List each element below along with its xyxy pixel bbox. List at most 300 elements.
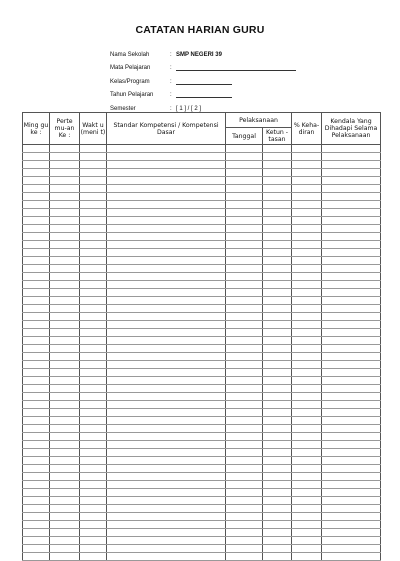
table-cell[interactable] xyxy=(322,369,381,377)
table-cell[interactable] xyxy=(107,425,226,433)
table-cell[interactable] xyxy=(263,241,292,249)
table-cell[interactable] xyxy=(322,417,381,425)
table-cell[interactable] xyxy=(107,545,226,553)
table-cell[interactable] xyxy=(80,409,107,417)
table-cell[interactable] xyxy=(226,553,263,561)
table-cell[interactable] xyxy=(107,249,226,257)
table-cell[interactable] xyxy=(80,401,107,409)
table-cell[interactable] xyxy=(263,553,292,561)
table-cell[interactable] xyxy=(50,145,80,153)
table-cell[interactable] xyxy=(322,161,381,169)
table-cell[interactable] xyxy=(80,513,107,521)
table-cell[interactable] xyxy=(322,481,381,489)
blank-line[interactable] xyxy=(176,91,232,98)
table-cell[interactable] xyxy=(80,177,107,185)
table-cell[interactable] xyxy=(50,153,80,161)
table-cell[interactable] xyxy=(80,161,107,169)
table-cell[interactable] xyxy=(107,529,226,537)
table-cell[interactable] xyxy=(23,425,50,433)
table-cell[interactable] xyxy=(50,313,80,321)
table-cell[interactable] xyxy=(226,369,263,377)
table-cell[interactable] xyxy=(292,505,322,513)
table-cell[interactable] xyxy=(107,465,226,473)
table-cell[interactable] xyxy=(80,353,107,361)
table-cell[interactable] xyxy=(107,169,226,177)
table-cell[interactable] xyxy=(107,385,226,393)
table-cell[interactable] xyxy=(107,145,226,153)
table-cell[interactable] xyxy=(226,465,263,473)
table-cell[interactable] xyxy=(80,457,107,465)
table-cell[interactable] xyxy=(107,361,226,369)
table-cell[interactable] xyxy=(107,273,226,281)
table-cell[interactable] xyxy=(23,201,50,209)
table-cell[interactable] xyxy=(322,497,381,505)
table-cell[interactable] xyxy=(23,177,50,185)
table-cell[interactable] xyxy=(226,345,263,353)
table-cell[interactable] xyxy=(292,521,322,529)
table-cell[interactable] xyxy=(107,177,226,185)
table-cell[interactable] xyxy=(80,481,107,489)
table-cell[interactable] xyxy=(23,225,50,233)
table-cell[interactable] xyxy=(263,497,292,505)
table-cell[interactable] xyxy=(23,433,50,441)
table-cell[interactable] xyxy=(226,145,263,153)
table-cell[interactable] xyxy=(322,473,381,481)
table-cell[interactable] xyxy=(292,217,322,225)
table-cell[interactable] xyxy=(23,289,50,297)
table-cell[interactable] xyxy=(226,377,263,385)
table-cell[interactable] xyxy=(292,329,322,337)
table-cell[interactable] xyxy=(23,361,50,369)
table-cell[interactable] xyxy=(292,257,322,265)
table-cell[interactable] xyxy=(50,265,80,273)
table-cell[interactable] xyxy=(322,313,381,321)
table-cell[interactable] xyxy=(263,321,292,329)
table-cell[interactable] xyxy=(23,257,50,265)
table-cell[interactable] xyxy=(263,265,292,273)
table-cell[interactable] xyxy=(50,449,80,457)
table-cell[interactable] xyxy=(23,465,50,473)
table-cell[interactable] xyxy=(292,281,322,289)
table-cell[interactable] xyxy=(50,177,80,185)
table-cell[interactable] xyxy=(226,505,263,513)
table-cell[interactable] xyxy=(263,201,292,209)
table-cell[interactable] xyxy=(322,409,381,417)
table-cell[interactable] xyxy=(50,457,80,465)
table-cell[interactable] xyxy=(292,449,322,457)
table-cell[interactable] xyxy=(50,161,80,169)
table-cell[interactable] xyxy=(226,449,263,457)
table-cell[interactable] xyxy=(50,529,80,537)
table-cell[interactable] xyxy=(322,433,381,441)
table-cell[interactable] xyxy=(80,281,107,289)
table-cell[interactable] xyxy=(292,465,322,473)
table-cell[interactable] xyxy=(107,449,226,457)
table-cell[interactable] xyxy=(263,433,292,441)
table-cell[interactable] xyxy=(322,153,381,161)
table-cell[interactable] xyxy=(23,409,50,417)
table-cell[interactable] xyxy=(50,345,80,353)
table-cell[interactable] xyxy=(292,377,322,385)
table-cell[interactable] xyxy=(292,185,322,193)
table-cell[interactable] xyxy=(263,153,292,161)
table-cell[interactable] xyxy=(23,169,50,177)
table-cell[interactable] xyxy=(23,153,50,161)
table-cell[interactable] xyxy=(23,297,50,305)
table-cell[interactable] xyxy=(322,537,381,545)
table-cell[interactable] xyxy=(80,505,107,513)
table-cell[interactable] xyxy=(80,305,107,313)
table-cell[interactable] xyxy=(80,489,107,497)
table-cell[interactable] xyxy=(263,481,292,489)
table-cell[interactable] xyxy=(263,329,292,337)
table-cell[interactable] xyxy=(292,529,322,537)
table-cell[interactable] xyxy=(50,441,80,449)
table-cell[interactable] xyxy=(322,425,381,433)
table-cell[interactable] xyxy=(226,225,263,233)
table-cell[interactable] xyxy=(80,265,107,273)
table-cell[interactable] xyxy=(226,153,263,161)
table-cell[interactable] xyxy=(263,417,292,425)
table-cell[interactable] xyxy=(80,425,107,433)
table-cell[interactable] xyxy=(80,473,107,481)
table-cell[interactable] xyxy=(50,521,80,529)
table-cell[interactable] xyxy=(23,353,50,361)
table-cell[interactable] xyxy=(50,537,80,545)
table-cell[interactable] xyxy=(226,417,263,425)
table-cell[interactable] xyxy=(322,281,381,289)
table-cell[interactable] xyxy=(23,497,50,505)
table-cell[interactable] xyxy=(107,441,226,449)
table-cell[interactable] xyxy=(292,193,322,201)
table-cell[interactable] xyxy=(322,329,381,337)
table-cell[interactable] xyxy=(50,225,80,233)
table-cell[interactable] xyxy=(292,417,322,425)
table-cell[interactable] xyxy=(23,385,50,393)
table-cell[interactable] xyxy=(263,273,292,281)
table-cell[interactable] xyxy=(50,401,80,409)
table-cell[interactable] xyxy=(226,265,263,273)
table-cell[interactable] xyxy=(226,489,263,497)
table-cell[interactable] xyxy=(226,321,263,329)
table-cell[interactable] xyxy=(226,241,263,249)
table-cell[interactable] xyxy=(23,209,50,217)
table-cell[interactable] xyxy=(322,241,381,249)
table-cell[interactable] xyxy=(23,377,50,385)
table-cell[interactable] xyxy=(50,353,80,361)
table-cell[interactable] xyxy=(263,169,292,177)
table-cell[interactable] xyxy=(322,233,381,241)
table-cell[interactable] xyxy=(263,257,292,265)
table-cell[interactable] xyxy=(292,145,322,153)
table-cell[interactable] xyxy=(292,297,322,305)
table-cell[interactable] xyxy=(263,377,292,385)
table-cell[interactable] xyxy=(263,401,292,409)
table-cell[interactable] xyxy=(226,161,263,169)
table-cell[interactable] xyxy=(80,185,107,193)
table-cell[interactable] xyxy=(23,489,50,497)
table-cell[interactable] xyxy=(322,465,381,473)
table-cell[interactable] xyxy=(263,345,292,353)
table-cell[interactable] xyxy=(50,305,80,313)
table-cell[interactable] xyxy=(50,241,80,249)
table-cell[interactable] xyxy=(322,553,381,561)
table-cell[interactable] xyxy=(23,481,50,489)
table-cell[interactable] xyxy=(50,281,80,289)
table-cell[interactable] xyxy=(263,297,292,305)
table-cell[interactable] xyxy=(263,521,292,529)
table-cell[interactable] xyxy=(107,345,226,353)
table-cell[interactable] xyxy=(263,177,292,185)
table-cell[interactable] xyxy=(80,553,107,561)
table-cell[interactable] xyxy=(50,369,80,377)
table-cell[interactable] xyxy=(23,545,50,553)
table-cell[interactable] xyxy=(322,345,381,353)
table-cell[interactable] xyxy=(226,217,263,225)
table-cell[interactable] xyxy=(80,209,107,217)
table-cell[interactable] xyxy=(292,537,322,545)
table-cell[interactable] xyxy=(292,345,322,353)
table-cell[interactable] xyxy=(50,273,80,281)
table-cell[interactable] xyxy=(226,545,263,553)
table-cell[interactable] xyxy=(107,489,226,497)
table-cell[interactable] xyxy=(226,401,263,409)
table-cell[interactable] xyxy=(322,521,381,529)
table-cell[interactable] xyxy=(23,249,50,257)
table-cell[interactable] xyxy=(50,337,80,345)
table-cell[interactable] xyxy=(50,425,80,433)
table-cell[interactable] xyxy=(23,145,50,153)
table-cell[interactable] xyxy=(23,401,50,409)
table-cell[interactable] xyxy=(50,465,80,473)
table-cell[interactable] xyxy=(107,481,226,489)
table-cell[interactable] xyxy=(263,425,292,433)
table-cell[interactable] xyxy=(322,545,381,553)
table-cell[interactable] xyxy=(263,225,292,233)
table-cell[interactable] xyxy=(50,297,80,305)
table-cell[interactable] xyxy=(107,337,226,345)
table-cell[interactable] xyxy=(50,169,80,177)
table-cell[interactable] xyxy=(226,177,263,185)
table-cell[interactable] xyxy=(107,321,226,329)
table-cell[interactable] xyxy=(80,337,107,345)
table-cell[interactable] xyxy=(322,505,381,513)
table-cell[interactable] xyxy=(226,361,263,369)
table-cell[interactable] xyxy=(322,321,381,329)
table-cell[interactable] xyxy=(107,537,226,545)
table-cell[interactable] xyxy=(80,257,107,265)
table-cell[interactable] xyxy=(23,281,50,289)
table-cell[interactable] xyxy=(80,385,107,393)
table-cell[interactable] xyxy=(226,313,263,321)
table-cell[interactable] xyxy=(226,193,263,201)
table-cell[interactable] xyxy=(263,217,292,225)
table-cell[interactable] xyxy=(263,337,292,345)
table-cell[interactable] xyxy=(292,169,322,177)
table-cell[interactable] xyxy=(23,313,50,321)
table-cell[interactable] xyxy=(107,201,226,209)
table-cell[interactable] xyxy=(50,217,80,225)
table-cell[interactable] xyxy=(292,401,322,409)
table-cell[interactable] xyxy=(23,537,50,545)
table-cell[interactable] xyxy=(23,233,50,241)
table-cell[interactable] xyxy=(50,257,80,265)
table-cell[interactable] xyxy=(107,257,226,265)
table-cell[interactable] xyxy=(263,441,292,449)
table-cell[interactable] xyxy=(107,241,226,249)
table-cell[interactable] xyxy=(50,505,80,513)
table-cell[interactable] xyxy=(23,241,50,249)
table-cell[interactable] xyxy=(322,145,381,153)
table-cell[interactable] xyxy=(50,433,80,441)
table-cell[interactable] xyxy=(292,409,322,417)
table-cell[interactable] xyxy=(50,201,80,209)
table-cell[interactable] xyxy=(107,457,226,465)
table-cell[interactable] xyxy=(107,409,226,417)
table-cell[interactable] xyxy=(80,297,107,305)
table-cell[interactable] xyxy=(50,209,80,217)
table-cell[interactable] xyxy=(226,289,263,297)
table-cell[interactable] xyxy=(107,505,226,513)
table-cell[interactable] xyxy=(292,369,322,377)
table-cell[interactable] xyxy=(263,409,292,417)
table-cell[interactable] xyxy=(50,289,80,297)
table-cell[interactable] xyxy=(107,353,226,361)
table-cell[interactable] xyxy=(226,457,263,465)
table-cell[interactable] xyxy=(226,497,263,505)
table-cell[interactable] xyxy=(322,249,381,257)
table-cell[interactable] xyxy=(322,489,381,497)
table-cell[interactable] xyxy=(322,337,381,345)
table-cell[interactable] xyxy=(322,193,381,201)
table-cell[interactable] xyxy=(322,265,381,273)
table-cell[interactable] xyxy=(322,529,381,537)
table-cell[interactable] xyxy=(226,425,263,433)
table-cell[interactable] xyxy=(226,513,263,521)
table-cell[interactable] xyxy=(107,369,226,377)
table-cell[interactable] xyxy=(292,457,322,465)
table-cell[interactable] xyxy=(226,305,263,313)
table-cell[interactable] xyxy=(80,417,107,425)
table-cell[interactable] xyxy=(80,529,107,537)
table-cell[interactable] xyxy=(292,353,322,361)
table-cell[interactable] xyxy=(322,361,381,369)
table-cell[interactable] xyxy=(107,305,226,313)
table-cell[interactable] xyxy=(23,529,50,537)
table-cell[interactable] xyxy=(263,305,292,313)
table-cell[interactable] xyxy=(23,345,50,353)
table-cell[interactable] xyxy=(292,425,322,433)
table-cell[interactable] xyxy=(80,321,107,329)
table-cell[interactable] xyxy=(226,337,263,345)
table-cell[interactable] xyxy=(23,369,50,377)
table-cell[interactable] xyxy=(263,161,292,169)
table-cell[interactable] xyxy=(292,553,322,561)
table-cell[interactable] xyxy=(322,297,381,305)
table-cell[interactable] xyxy=(23,393,50,401)
table-cell[interactable] xyxy=(322,401,381,409)
table-cell[interactable] xyxy=(107,289,226,297)
table-cell[interactable] xyxy=(80,465,107,473)
table-cell[interactable] xyxy=(263,369,292,377)
table-cell[interactable] xyxy=(263,185,292,193)
table-cell[interactable] xyxy=(80,241,107,249)
table-cell[interactable] xyxy=(23,305,50,313)
table-cell[interactable] xyxy=(226,273,263,281)
table-cell[interactable] xyxy=(107,233,226,241)
table-cell[interactable] xyxy=(292,473,322,481)
table-cell[interactable] xyxy=(226,537,263,545)
table-cell[interactable] xyxy=(107,313,226,321)
table-cell[interactable] xyxy=(50,377,80,385)
table-cell[interactable] xyxy=(263,537,292,545)
table-cell[interactable] xyxy=(23,449,50,457)
table-cell[interactable] xyxy=(107,377,226,385)
table-cell[interactable] xyxy=(23,473,50,481)
table-cell[interactable] xyxy=(80,145,107,153)
table-cell[interactable] xyxy=(292,153,322,161)
table-cell[interactable] xyxy=(50,545,80,553)
blank-line[interactable] xyxy=(176,78,232,85)
table-cell[interactable] xyxy=(107,393,226,401)
table-cell[interactable] xyxy=(107,553,226,561)
table-cell[interactable] xyxy=(292,497,322,505)
table-cell[interactable] xyxy=(226,169,263,177)
table-cell[interactable] xyxy=(292,489,322,497)
table-cell[interactable] xyxy=(80,249,107,257)
table-cell[interactable] xyxy=(226,201,263,209)
table-cell[interactable] xyxy=(292,289,322,297)
table-cell[interactable] xyxy=(263,361,292,369)
table-cell[interactable] xyxy=(226,329,263,337)
table-cell[interactable] xyxy=(23,265,50,273)
table-cell[interactable] xyxy=(322,305,381,313)
table-cell[interactable] xyxy=(322,185,381,193)
table-cell[interactable] xyxy=(292,273,322,281)
table-cell[interactable] xyxy=(107,401,226,409)
table-cell[interactable] xyxy=(263,289,292,297)
table-cell[interactable] xyxy=(292,433,322,441)
table-cell[interactable] xyxy=(322,449,381,457)
table-cell[interactable] xyxy=(322,289,381,297)
table-cell[interactable] xyxy=(107,193,226,201)
table-cell[interactable] xyxy=(23,321,50,329)
table-cell[interactable] xyxy=(107,161,226,169)
table-cell[interactable] xyxy=(80,433,107,441)
table-cell[interactable] xyxy=(263,313,292,321)
table-cell[interactable] xyxy=(226,297,263,305)
table-cell[interactable] xyxy=(226,473,263,481)
table-cell[interactable] xyxy=(80,497,107,505)
table-cell[interactable] xyxy=(322,257,381,265)
table-cell[interactable] xyxy=(50,233,80,241)
table-cell[interactable] xyxy=(80,521,107,529)
table-cell[interactable] xyxy=(80,169,107,177)
table-cell[interactable] xyxy=(50,249,80,257)
table-cell[interactable] xyxy=(80,233,107,241)
blank-line[interactable] xyxy=(176,64,296,71)
table-cell[interactable] xyxy=(263,545,292,553)
table-cell[interactable] xyxy=(263,209,292,217)
table-cell[interactable] xyxy=(292,337,322,345)
table-cell[interactable] xyxy=(107,209,226,217)
table-cell[interactable] xyxy=(226,393,263,401)
table-cell[interactable] xyxy=(107,297,226,305)
table-cell[interactable] xyxy=(23,273,50,281)
table-cell[interactable] xyxy=(50,473,80,481)
table-cell[interactable] xyxy=(23,441,50,449)
table-cell[interactable] xyxy=(50,361,80,369)
